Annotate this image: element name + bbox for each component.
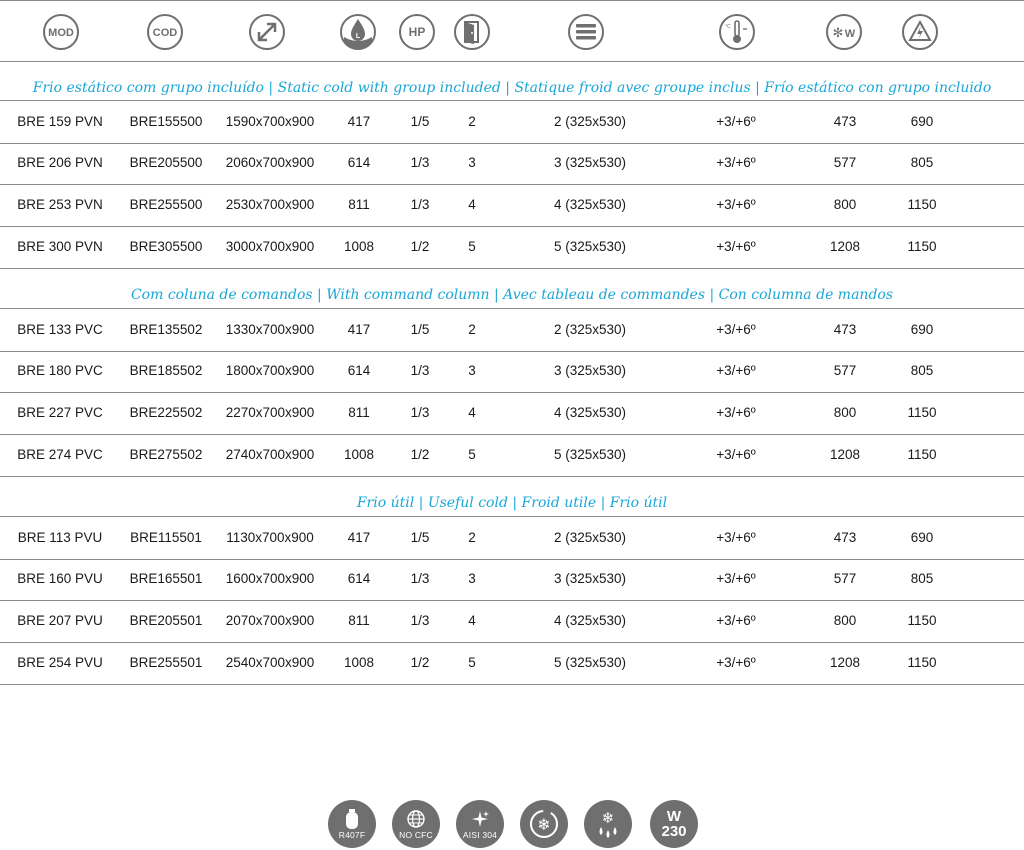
liters-cell: 417	[347, 322, 371, 337]
power-watts-icon	[825, 13, 863, 51]
shelves-icon	[567, 13, 605, 51]
liters-cell: 614	[347, 155, 371, 170]
electric-hazard-icon	[901, 13, 939, 51]
hp-cell: 1/3	[410, 363, 430, 378]
fan-cooling-icon	[520, 800, 568, 848]
liters-cell: 417	[347, 530, 371, 545]
svg-text:❄: ❄	[601, 809, 615, 827]
hp-cell: 1/3	[410, 405, 430, 420]
shelves-cell: 2 (325x530)	[553, 530, 627, 545]
defrost-icon	[584, 800, 632, 848]
doors-cell: 4	[468, 405, 476, 420]
refrigerant-gas-icon: R407F	[328, 800, 376, 848]
watts-cell: 577	[833, 155, 857, 170]
temperature-cell: +3/+6º	[716, 655, 756, 670]
price-cell: 805	[910, 155, 934, 170]
doors-cell: 4	[468, 197, 476, 212]
code-cell: BRE255500	[129, 197, 203, 212]
doors-cell: 5	[468, 655, 476, 670]
price-cell: 690	[910, 114, 934, 129]
temperature-cell: +3/+6º	[716, 447, 756, 462]
shelves-cell: 4 (325x530)	[553, 613, 627, 628]
dimensions-cell: 3000x700x900	[225, 239, 315, 254]
hp-cell: 1/3	[410, 571, 430, 586]
table-row	[0, 516, 1024, 560]
temperature-cell: +3/+6º	[716, 155, 756, 170]
temperature-cell: +3/+6º	[716, 322, 756, 337]
model-cell: BRE 113 PVU	[17, 530, 103, 545]
dimensions-icon	[248, 13, 286, 51]
doors-cell: 2	[468, 322, 476, 337]
model-cell: BRE 300 PVN	[17, 239, 103, 254]
dimensions-cell: 2060x700x900	[225, 155, 315, 170]
svg-text:COD: COD	[152, 27, 178, 39]
hp-cell: 1/2	[410, 655, 430, 670]
table-row	[0, 434, 1024, 477]
svg-text:❄: ❄	[537, 815, 551, 834]
door-icon	[453, 13, 491, 51]
section-title: Frio útil | Useful cold | Froid utile | Frio útil	[356, 495, 668, 511]
price-cell: 690	[910, 322, 934, 337]
doors-cell: 2	[468, 114, 476, 129]
liters-cell: 614	[347, 571, 371, 586]
shelves-cell: 5 (325x530)	[553, 447, 627, 462]
shelves-cell: 3 (325x530)	[553, 155, 627, 170]
shelves-cell: 5 (325x530)	[553, 655, 627, 670]
price-cell: 690	[910, 530, 934, 545]
doors-cell: 2	[468, 530, 476, 545]
doors-cell: 5	[468, 239, 476, 254]
liters-cell: 1008	[343, 655, 375, 670]
model-cell: BRE 133 PVC	[17, 322, 103, 337]
model-cell: BRE 160 PVU	[17, 571, 103, 586]
code-cell: BRE115501	[130, 530, 202, 545]
stainless-steel-icon: AISI 304	[456, 800, 504, 848]
shelves-cell: 4 (325x530)	[553, 197, 627, 212]
feature-badges	[0, 800, 1024, 850]
section-title: Com coluna de comandos | With command column | Avec tableau de commandes | Con columna de mandos	[130, 287, 894, 303]
dimensions-cell: 1590x700x900	[225, 114, 315, 129]
dimensions-cell: 2070x700x900	[225, 613, 315, 628]
liters-cell: 1008	[343, 239, 375, 254]
code-cell: BRE205500	[129, 155, 203, 170]
hp-cell: 1/2	[410, 239, 430, 254]
dimensions-cell: 2530x700x900	[225, 197, 315, 212]
svg-text:✻: ✻	[832, 26, 844, 41]
svg-text:W: W	[844, 28, 856, 40]
watts-cell: 1208	[829, 447, 861, 462]
cod-icon	[146, 13, 184, 51]
code-cell: BRE225502	[129, 405, 203, 420]
temperature-cell: +3/+6º	[716, 530, 756, 545]
table-row	[0, 350, 1024, 393]
temperature-cell: +3/+6º	[716, 571, 756, 586]
doors-cell: 4	[468, 613, 476, 628]
model-cell: BRE 207 PVU	[17, 613, 103, 628]
hp-cell: 1/2	[410, 447, 430, 462]
doors-cell: 3	[468, 155, 476, 170]
hp-icon	[398, 13, 436, 51]
shelves-cell: 2 (325x530)	[553, 114, 627, 129]
price-cell: 1150	[907, 447, 937, 462]
table-row	[0, 226, 1024, 269]
code-cell: BRE275502	[129, 447, 203, 462]
shelves-cell: 3 (325x530)	[553, 571, 627, 586]
table-row	[0, 100, 1024, 144]
liters-cell: 1008	[343, 447, 375, 462]
temperature-cell: +3/+6º	[716, 197, 756, 212]
dimensions-cell: 2540x700x900	[225, 655, 315, 670]
table-row	[0, 558, 1024, 601]
temperature-cell: +3/+6º	[716, 363, 756, 378]
table-row	[0, 392, 1024, 435]
table-row	[0, 600, 1024, 643]
temperature-cell: +3/+6º	[716, 239, 756, 254]
hp-cell: 1/5	[410, 530, 430, 545]
hp-cell: 1/3	[410, 197, 430, 212]
doors-cell: 3	[468, 571, 476, 586]
watts-cell: 800	[833, 197, 857, 212]
table-row	[0, 308, 1024, 352]
liters-cell: 811	[348, 613, 370, 628]
watts-cell: 473	[833, 114, 857, 129]
model-cell: BRE 159 PVN	[17, 114, 103, 129]
code-cell: BRE165501	[129, 571, 203, 586]
dimensions-cell: 1800x700x900	[225, 363, 315, 378]
liters-cell: 614	[347, 363, 371, 378]
code-cell: BRE205501	[129, 613, 203, 628]
price-cell: 1150	[907, 655, 937, 670]
dimensions-cell: 1130x700x900	[226, 530, 314, 545]
watts-cell: 577	[833, 571, 857, 586]
table-row	[0, 642, 1024, 685]
model-cell: BRE 254 PVU	[17, 655, 103, 670]
model-cell: BRE 227 PVC	[17, 405, 103, 420]
capacity-liters-icon	[339, 13, 377, 51]
watts-cell: 473	[833, 530, 857, 545]
shelves-cell: 2 (325x530)	[553, 322, 627, 337]
temperature-icon	[718, 13, 756, 51]
price-cell: 1150	[907, 405, 937, 420]
model-cell: BRE 274 PVC	[17, 447, 103, 462]
model-cell: BRE 253 PVN	[17, 197, 103, 212]
code-cell: BRE155500	[129, 114, 203, 129]
dimensions-cell: 2270x700x900	[225, 405, 315, 420]
voltage-icon: W 230	[650, 800, 698, 848]
watts-cell: 800	[833, 405, 857, 420]
no-cfc-icon: NO CFC	[392, 800, 440, 848]
doors-cell: 5	[468, 447, 476, 462]
liters-cell: 417	[347, 114, 371, 129]
hp-cell: 1/5	[410, 322, 430, 337]
dimensions-cell: 1330x700x900	[225, 322, 315, 337]
code-cell: BRE305500	[129, 239, 203, 254]
temperature-cell: +3/+6º	[716, 405, 756, 420]
watts-cell: 800	[833, 613, 857, 628]
dimensions-cell: 2740x700x900	[225, 447, 315, 462]
svg-text:HP: HP	[408, 25, 426, 39]
hp-cell: 1/3	[410, 613, 430, 628]
price-cell: 805	[910, 571, 934, 586]
doors-cell: 3	[468, 363, 476, 378]
price-cell: 1150	[907, 197, 937, 212]
temperature-cell: +3/+6º	[716, 613, 756, 628]
hp-cell: 1/3	[410, 155, 430, 170]
section-title: Frio estático com grupo incluído | Static cold with group included | Statique froid avec groupe inclus | Frío estático con grupo incluido	[32, 80, 992, 96]
model-cell: BRE 206 PVN	[17, 155, 103, 170]
model-cell: BRE 180 PVC	[17, 363, 103, 378]
price-cell: 1150	[907, 613, 937, 628]
liters-cell: 811	[348, 405, 370, 420]
price-cell: 805	[910, 363, 934, 378]
shelves-cell: 3 (325x530)	[553, 363, 627, 378]
watts-cell: 1208	[829, 655, 861, 670]
code-cell: BRE255501	[129, 655, 203, 670]
shelves-cell: 5 (325x530)	[553, 239, 627, 254]
hp-cell: 1/5	[410, 114, 430, 129]
table-header	[0, 0, 1024, 62]
liters-cell: 811	[348, 197, 370, 212]
price-cell: 1150	[907, 239, 937, 254]
watts-cell: 473	[833, 322, 857, 337]
watts-cell: 577	[833, 363, 857, 378]
svg-text:MOD: MOD	[48, 27, 74, 39]
temperature-cell: +3/+6º	[716, 114, 756, 129]
watts-cell: 1208	[829, 239, 861, 254]
svg-text:L: L	[355, 33, 361, 40]
mod-icon	[42, 13, 80, 51]
code-cell: BRE135502	[129, 322, 203, 337]
table-row	[0, 184, 1024, 227]
shelves-cell: 4 (325x530)	[553, 405, 627, 420]
dimensions-cell: 1600x700x900	[225, 571, 315, 586]
table-row	[0, 142, 1024, 185]
svg-text:°C: °C	[725, 24, 731, 30]
code-cell: BRE185502	[129, 363, 203, 378]
